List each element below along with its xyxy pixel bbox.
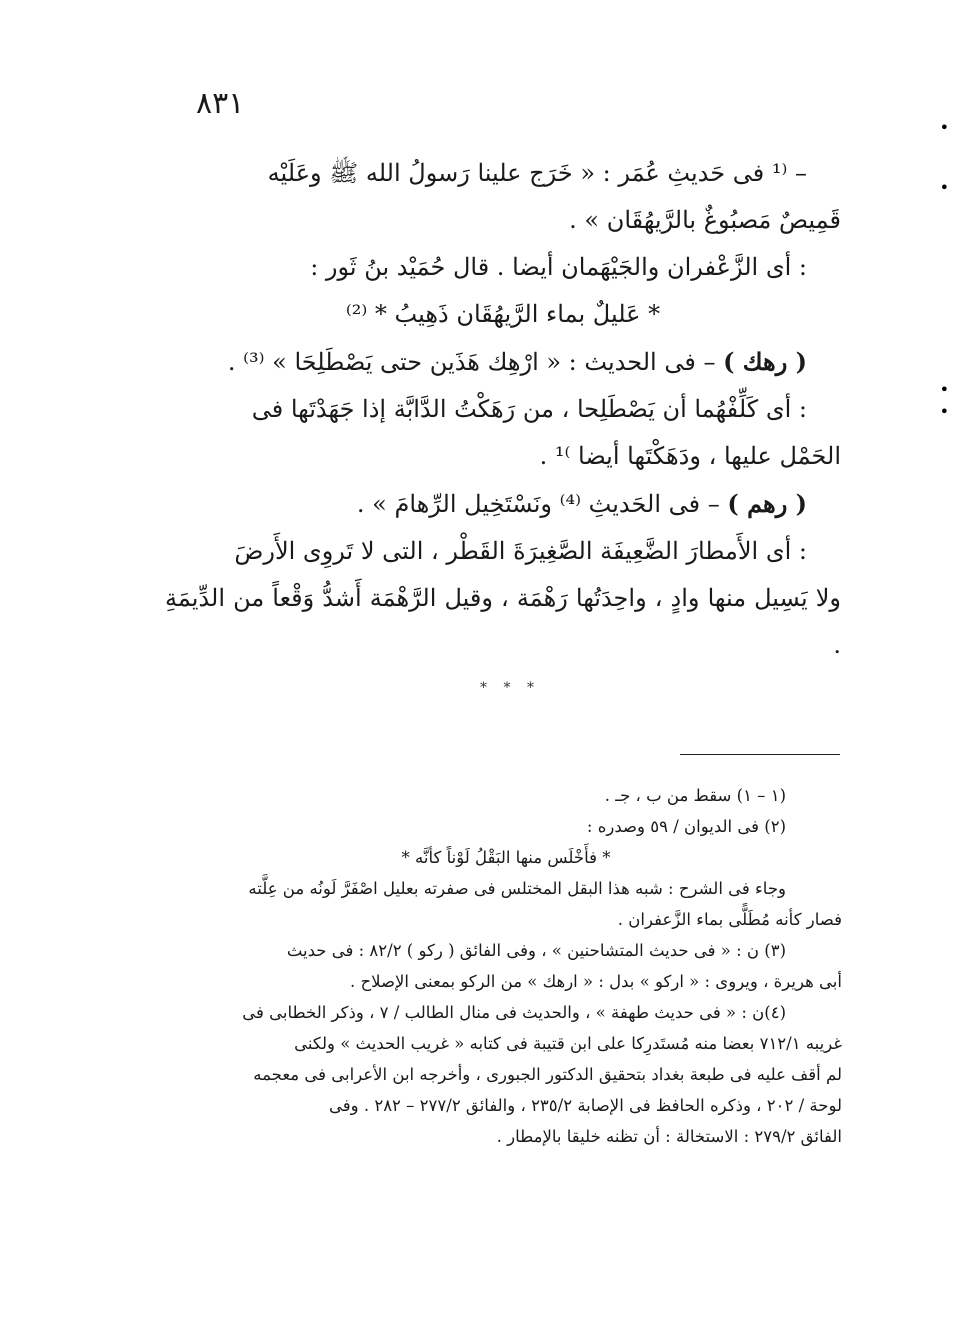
rahk-explanation-2: الحَمْل عليها ، ودَهَكْتَها أيضا ⁾¹ .	[539, 442, 841, 470]
footnote-3-line-2: أبى هريرة ، ويروى : « اركو » بدل : « ارهك » من الركو بمعنى الإصلاح .	[349, 972, 842, 991]
entry-rahk	[165, 338, 841, 386]
footnotes	[170, 780, 842, 1152]
main-text	[165, 150, 841, 669]
footnote-4-line-3: لم أقف عليه فى طبعة بغداد بتحقيق الدكتور الجبورى ، وأخرجه ابن الأعرابى فى معجمه	[253, 1065, 842, 1084]
raham-explanation-2: ولا يَسِيل منها وادٍ ، واحِدَتُها رَهْمَة ، وقيل الرَّهْمَة أَشدُّ وَقْعاً من الدِّيمَةِ .	[165, 584, 841, 659]
footnote-3-line-1: (٣) ن : « فى حديث المتشاحنين » ، وفى الفائق ( ركو ) ٨٢/٢ : فى حديث	[286, 941, 786, 960]
entry-heading-rahk: ( رهك )	[723, 347, 807, 376]
margin-mark: •	[939, 118, 949, 137]
footnote-4-line-2: غريبه ٧١٢/١ بعضا منه مُستَدرِكا على ابن قتيبة فى كتابه « غريب الحديث » ولكنى	[294, 1034, 842, 1053]
hadith-line-2: قَمِيصٌ مَصبُوغٌ بالرَّيهُقَان » .	[569, 206, 841, 234]
explanation-line: : أى الزَّعْفران والجَيْهَمان أيضا . قال حُمَيْد بنُ ثَور :	[310, 253, 807, 281]
footnote-4-line-1: (٤)ن : « فى حديث طهفة » ، والحديث فى منال الطالب / ٧ ، وذكر الخطابى فى	[242, 1003, 786, 1022]
margin-mark: •	[939, 402, 949, 421]
footnote-2-verse: * فأَخْلَس منها البَقْلُ لَوْناً كأنَّه *	[401, 848, 611, 867]
footnote-2: (٢) فى الديوان / ٥٩ وصدره :	[586, 817, 786, 836]
poetry-verse: * عَليلٌ بماء الرَّيهُقَان ذَهِيبُ * ⁽²⁾	[345, 300, 661, 328]
page-number: ٨٣١	[196, 86, 245, 121]
footnote-2-explanation-1: وجاء فى الشرح : شبه هذا البقل المختلس فى صفرته بعليل اصْفَرَّ لَونُه من عِلَّته	[248, 879, 786, 898]
hadith-line-1: – ⁽¹ فى حَديثِ عُمَر : « خَرَج علينا رَسولُ الله ﷺ وعَلَيْه	[267, 159, 807, 187]
margin-mark: •	[939, 380, 949, 399]
entry-heading-raham: ( رهم )	[727, 489, 807, 518]
entry-raham	[165, 480, 841, 528]
footnote-4-line-4: لوحة / ٢٠٢ ، وذكره الحافظ فى الإصابة ٢٣٥/٢ ، والفائق ٢٧٧/٢ – ٢٨٢ . وفى	[328, 1096, 842, 1115]
entry-text-raham: – فى الحَديثِ ⁽⁴⁾ ونَسْتَخِيل الرِّهامَ » .	[356, 490, 720, 518]
footnote-4-line-5: الفائق ٢٧٩/٢ : الاستخالة : أن تظنه خليقا بالإمطار .	[496, 1127, 842, 1146]
footnote-2-explanation-2: فصار كأنه مُطَلًّى بماء الزَّعفران .	[617, 910, 842, 929]
raham-explanation-1: : أى الأَمطارَ الضَّعِيفَة الصَّغِيرَةَ القَطْر ، التى لا تَروِى الأَرضَ	[234, 537, 807, 565]
section-divider-stars: * * *	[480, 680, 540, 696]
entry-text-rahk: – فى الحديث : « ارْهِك هَذَين حتى يَصْطَلِحَا » ⁽³⁾ .	[227, 348, 716, 376]
footnote-separator	[680, 754, 840, 755]
footnote-1: (١ – ١) سقط من ب ، جـ .	[604, 786, 786, 805]
rahk-explanation-1: : أى كَلِّفْهُما أن يَصْطَلِحا ، من رَهَكْتُ الدَّابَّة إذا جَهَدْتَها فى	[251, 395, 807, 423]
margin-mark: •	[939, 178, 949, 197]
